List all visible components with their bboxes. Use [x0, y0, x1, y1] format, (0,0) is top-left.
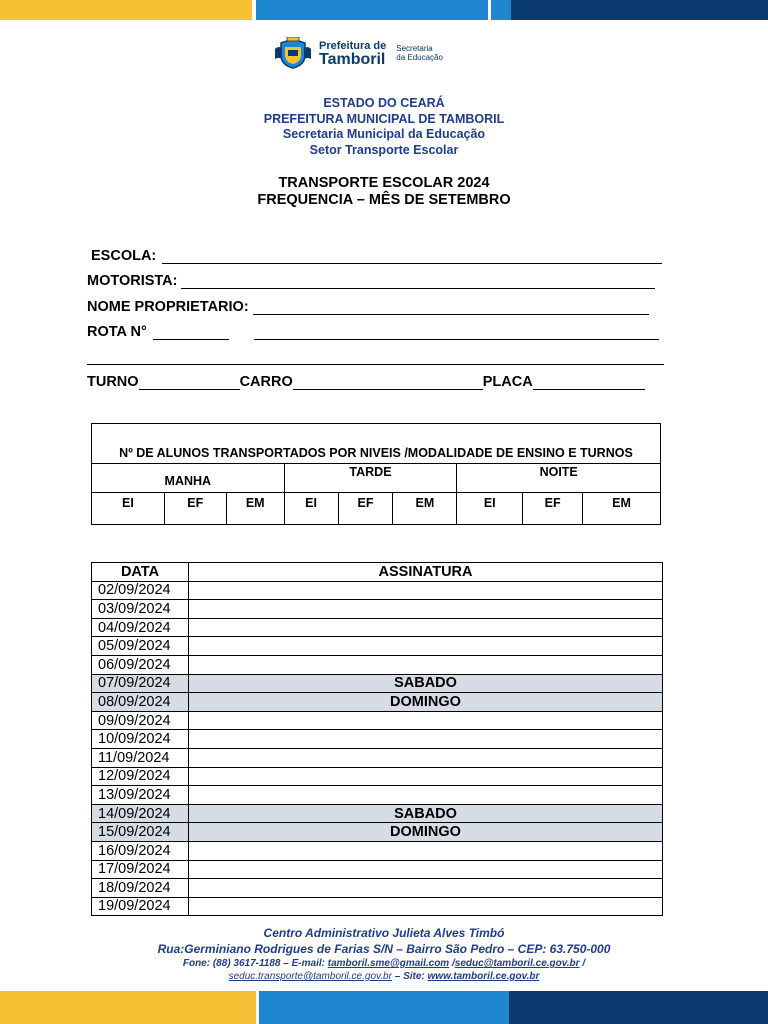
students-table	[91, 423, 661, 525]
attendance-signature-cell: DOMINGO	[189, 823, 663, 842]
attendance-signature-cell[interactable]	[189, 860, 663, 879]
attendance-signature-cell[interactable]	[189, 767, 663, 786]
level-cell[interactable]: EF	[338, 493, 393, 525]
footer-email-sme-link[interactable]: tamboril.sme@gmail.com	[327, 958, 450, 969]
turno-carro-placa-field[interactable]	[87, 370, 645, 390]
turno-line[interactable]	[139, 376, 240, 390]
attendance-date: 03/09/2024	[92, 600, 189, 619]
attendance-signature-cell[interactable]	[189, 879, 663, 898]
attendance-signature-cell[interactable]	[189, 655, 663, 674]
attendance-signature-cell: DOMINGO	[189, 693, 663, 712]
footer-email-seduc-link[interactable]: seduc@tamboril.ce.gov.br	[454, 958, 580, 969]
level-cell[interactable]: EM	[583, 493, 661, 525]
attendance-date: 18/09/2024	[92, 879, 189, 898]
proprietario-field[interactable]	[87, 295, 649, 315]
footer-address: Rua:Germiniano Rodrigues de Farias S/N – Bairro São Pedro – CEP: 63.750-000	[157, 942, 611, 956]
attendance-signature-cell[interactable]	[189, 600, 663, 619]
attendance-date: 08/09/2024	[92, 693, 189, 712]
level-cell[interactable]: EI	[457, 493, 523, 525]
level-cell[interactable]: EF	[523, 493, 583, 525]
bottom-color-band	[0, 991, 768, 1024]
level-cell[interactable]: EM	[226, 493, 284, 525]
attendance-table	[91, 562, 663, 916]
attendance-row	[92, 860, 663, 879]
attendance-row	[92, 897, 663, 916]
attendance-row	[92, 730, 663, 749]
footer-site-link[interactable]: www.tamboril.ce.gov.br	[427, 971, 540, 982]
rota-number-line[interactable]	[153, 326, 229, 340]
attendance-date: 12/09/2024	[92, 767, 189, 786]
attendance-row	[92, 711, 663, 730]
placa-label: PLACA	[482, 374, 533, 390]
rota-field[interactable]	[87, 320, 659, 340]
motorista-field[interactable]	[87, 269, 655, 289]
attendance-date: 11/09/2024	[92, 748, 189, 767]
level-cell[interactable]: EF	[164, 493, 226, 525]
escola-label: ESCOLA:	[91, 248, 157, 264]
attendance-signature-cell: SABADO	[189, 804, 663, 823]
attendance-signature-cell[interactable]	[189, 897, 663, 916]
attendance-date: 06/09/2024	[92, 655, 189, 674]
proprietario-label: NOME PROPRIETARIO:	[87, 299, 249, 315]
level-cell[interactable]: EI	[92, 493, 165, 525]
top-color-band	[0, 0, 768, 20]
attendance-row	[92, 693, 663, 712]
attendance-signature-cell[interactable]	[189, 581, 663, 600]
title-line2: FREQUENCIA – MÊS DE SETEMBRO	[257, 192, 511, 208]
rota-label: ROTA N°	[87, 324, 147, 340]
logo-line1: Prefeitura de	[319, 40, 387, 52]
logo-line2: Tamboril	[319, 51, 386, 68]
level-cell[interactable]: EM	[393, 493, 457, 525]
students-table-title: Nº DE ALUNOS TRANSPORTADOS POR NIVEIS /MODALIDADE DE ENSINO E TURNOS	[92, 424, 661, 464]
footer-center-name: Centro Administrativo Julieta Alves Timbó	[263, 926, 505, 940]
motorista-line[interactable]	[181, 275, 655, 289]
attendance-row	[92, 879, 663, 898]
logo-sec2: da Educação	[396, 53, 443, 62]
turno-label: TURNO	[87, 374, 139, 390]
attendance-signature-cell[interactable]	[189, 711, 663, 730]
turn-manha: MANHA	[92, 464, 285, 493]
rota-description-line[interactable]	[254, 326, 659, 340]
attendance-row	[92, 748, 663, 767]
attendance-row	[92, 581, 663, 600]
header-secretaria: Secretaria Municipal da Educação	[282, 127, 486, 141]
footer-phone: Fone: (88) 3617-1188 – E-mail:	[182, 958, 325, 969]
attendance-signature-cell: SABADO	[189, 674, 663, 693]
attendance-date: 10/09/2024	[92, 730, 189, 749]
attendance-row	[92, 804, 663, 823]
motorista-label: MOTORISTA:	[87, 273, 178, 289]
turn-noite: NOITE	[457, 464, 661, 493]
proprietario-line[interactable]	[253, 301, 649, 315]
signature-column-header: ASSINATURA	[189, 563, 663, 582]
attendance-row	[92, 767, 663, 786]
placa-line[interactable]	[533, 376, 645, 390]
carro-label: CARRO	[239, 374, 293, 390]
attendance-row	[92, 655, 663, 674]
attendance-row	[92, 841, 663, 860]
header-state: ESTADO DO CEARÁ	[323, 96, 445, 110]
header-prefeitura: PREFEITURA MUNICIPAL DE TAMBORIL	[263, 111, 505, 126]
attendance-row	[92, 600, 663, 619]
attendance-row	[92, 786, 663, 805]
attendance-date: 07/09/2024	[92, 674, 189, 693]
document-header	[0, 96, 768, 158]
attendance-date: 15/09/2024	[92, 823, 189, 842]
turn-tarde: TARDE	[284, 464, 457, 493]
level-cell[interactable]: EI	[284, 493, 338, 525]
escola-line[interactable]	[162, 250, 662, 264]
attendance-date: 13/09/2024	[92, 786, 189, 805]
logo-sec1: Secretaria	[396, 44, 433, 53]
attendance-signature-cell[interactable]	[189, 841, 663, 860]
document-title	[0, 175, 768, 209]
attendance-signature-cell[interactable]	[189, 618, 663, 637]
carro-line[interactable]	[293, 376, 483, 390]
attendance-date: 19/09/2024	[92, 897, 189, 916]
footer-site-label: – Site:	[394, 971, 425, 982]
document-footer: Centro Administrativo Julieta Alves Timbó Rua:Germiniano Rodrigues de Farias S/N – Bairro São Pedro – CEP: 63.750-000 Fone: (88) 3617-1188 – E-mail: tamboril.sme@gmail.com /seduc@tamboril.ce.gov.br / seduc.transporte@tamboril.ce.gov.br – Site: www.tamboril.ce.gov.br	[0, 925, 768, 983]
prefeitura-logo	[273, 37, 443, 69]
extra-line[interactable]	[87, 351, 664, 365]
extra-line-field[interactable]	[87, 345, 664, 365]
attendance-signature-cell[interactable]	[189, 748, 663, 767]
date-column-header: DATA	[92, 563, 189, 582]
attendance-row	[92, 618, 663, 637]
title-line1: TRANSPORTE ESCOLAR 2024	[278, 175, 490, 191]
header-setor: Setor Transporte Escolar	[309, 142, 459, 157]
footer-email-transporte-link[interactable]: seduc.transporte@tamboril.ce.gov.br	[228, 971, 392, 982]
attendance-signature-cell[interactable]	[189, 786, 663, 805]
attendance-date: 14/09/2024	[92, 804, 189, 823]
attendance-date: 09/09/2024	[92, 711, 189, 730]
attendance-date: 17/09/2024	[92, 860, 189, 879]
municipal-seal-icon	[273, 37, 313, 69]
escola-field[interactable]	[91, 244, 662, 264]
attendance-date: 04/09/2024	[92, 618, 189, 637]
attendance-row	[92, 823, 663, 842]
attendance-signature-cell[interactable]	[189, 730, 663, 749]
attendance-date: 05/09/2024	[92, 637, 189, 656]
attendance-date: 16/09/2024	[92, 841, 189, 860]
attendance-row	[92, 637, 663, 656]
attendance-row	[92, 674, 663, 693]
attendance-date: 02/09/2024	[92, 581, 189, 600]
attendance-signature-cell[interactable]	[189, 637, 663, 656]
